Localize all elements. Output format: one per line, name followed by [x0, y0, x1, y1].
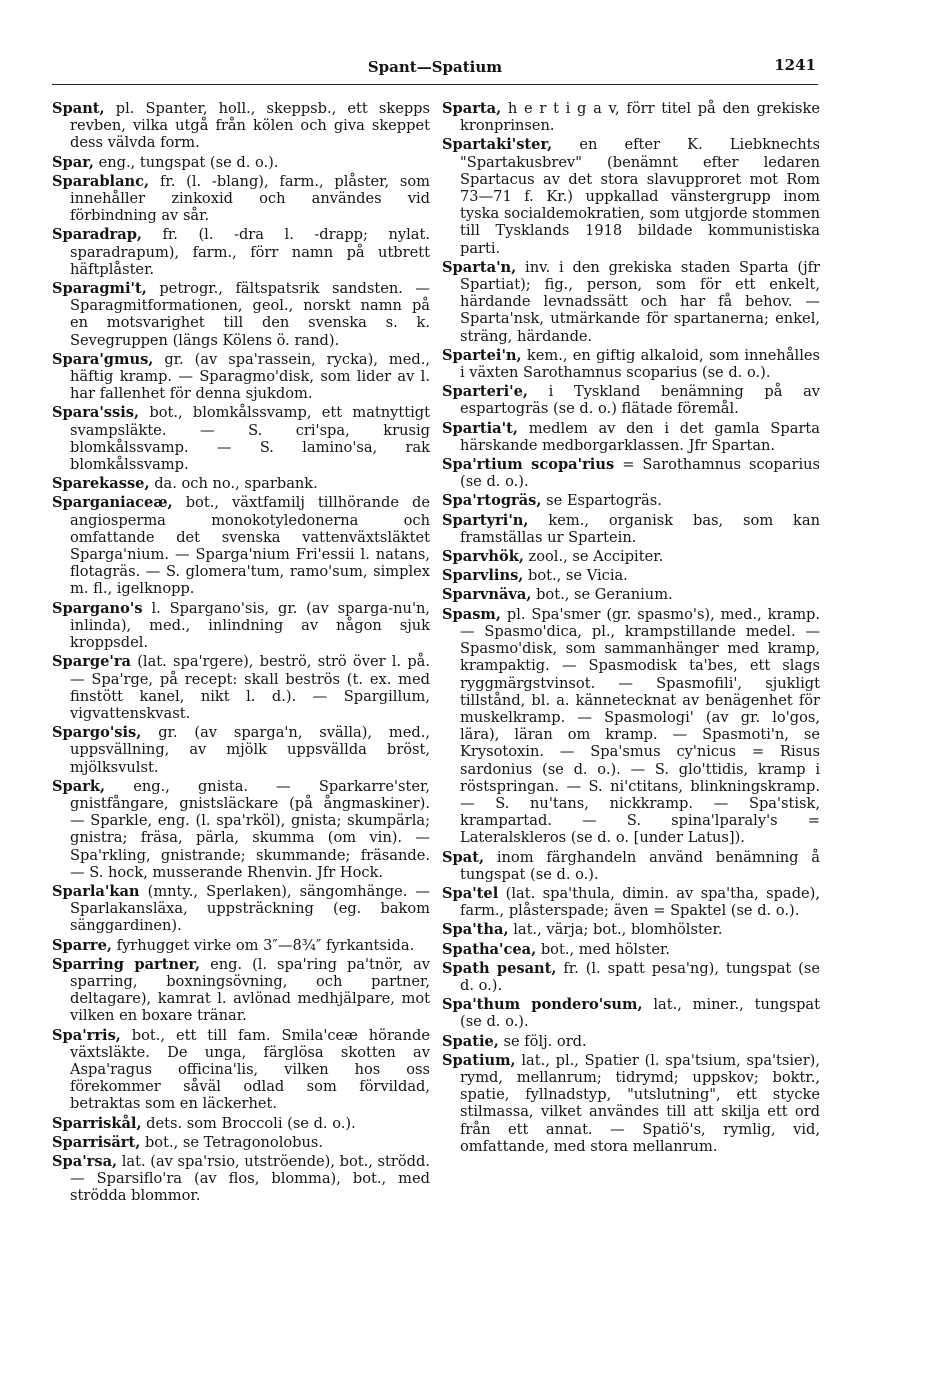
- dictionary-entry: [52, 1027, 430, 1113]
- entry-headword: Spasm,: [442, 605, 501, 623]
- entry-definition: fr. (l. spatt pesa'ng), tungspat (se d. o.).: [460, 959, 821, 994]
- entry-headword: Sparriskål,: [52, 1114, 142, 1132]
- dictionary-entry: [442, 100, 820, 134]
- entry-headword: Sparadrap,: [52, 226, 142, 244]
- entry-definition: bot., se Geranium.: [536, 586, 673, 604]
- entry-headword: Sparvlins,: [442, 567, 524, 585]
- entry-headword: Sparta,: [442, 100, 502, 117]
- dictionary-entry: [442, 383, 820, 417]
- entry-definition: lat., pl., Spatier (l. spa'tsium, spa'tsier), rymd, mellanrum; tidrymd; uppskov; boktr., spatie, fyllnadstyp, "utslutning", ett stycke stilmassa, vilket användes till att skilja ett ord från ett annat. — Spatiö's, rymlig, vid, omfattande, med stora mellanrum.: [460, 1051, 820, 1155]
- entry-definition: da. och no., sparbank.: [154, 475, 318, 493]
- entry-definition: bot., växtfamilj tillhörande de angiosperma monokotyledonerna och omfattande det svenska vattenväxtsläktet Sparga'nium. — Sparga'nium Fri'essii l. natans, flotagräs. — S. glomera'tum, ramo'sum, simplex m. fl., igelknopp.: [70, 494, 430, 598]
- entry-definition: i Tyskland benämning på av espartogräs (se d. o.) flätade föremål.: [460, 383, 821, 418]
- dictionary-entry: [52, 937, 430, 954]
- entry-definition: gr. (av spa'rassein, rycka), med., häftig kramp. — Sparagmo'disk, som lider av l. har fallenhet för denna sjukdom.: [70, 350, 430, 403]
- entry-definition: lat., värja; bot., blomhölster.: [513, 921, 723, 939]
- dictionary-entry: [52, 154, 430, 171]
- entry-headword: Spatie,: [442, 1032, 499, 1050]
- dictionary-entry: [52, 1134, 430, 1151]
- entry-headword: Spa'tha,: [442, 921, 509, 939]
- right-column: [442, 100, 820, 1157]
- entry-definition: = Sarothamnus scoparius (se d. o.).: [460, 456, 820, 491]
- entry-headword: Sparteri'e,: [442, 383, 528, 401]
- entry-definition: se Espartogräs.: [546, 492, 662, 510]
- entry-headword: Spartei'n,: [442, 346, 522, 364]
- entry-headword: Spara'gmus,: [52, 350, 154, 368]
- entry-definition: eng., tungspat (se d. o.).: [98, 153, 279, 171]
- entry-headword: Sparvhök,: [442, 548, 524, 566]
- entry-headword: Sparvnäva,: [442, 586, 532, 604]
- dictionary-entry: [52, 100, 430, 152]
- entry-definition: gr. (av sparga'n, svälla), med., uppsvällning, av mjölk uppsvällda bröst, mjölksvulst.: [70, 724, 431, 776]
- dictionary-entry: [442, 586, 820, 603]
- dictionary-entry: [442, 420, 820, 454]
- entry-headword: Sparla'kan: [52, 882, 140, 900]
- entry-headword: Spargano's: [52, 599, 143, 617]
- entry-definition: lat. (av spa'rsio, utströende), bot., strödd. — Sparsiflo'ra (av flos, blomma), bot., med strödda blommor.: [70, 1152, 430, 1205]
- entry-definition: l. Spargano'sis, gr. (av sparga-nu'n, inlinda), med., inlindning av någon sjuk kroppsdel.: [70, 599, 430, 652]
- dictionary-entry: [52, 956, 430, 1025]
- dictionary-entry: [52, 1153, 430, 1205]
- entry-definition: lat., miner., tungspat (se d. o.).: [460, 996, 820, 1031]
- entry-headword: Spath pesant,: [442, 959, 557, 977]
- entry-definition: bot., se Tetragonolobus.: [144, 1133, 324, 1151]
- entry-headword: Spa'rtogräs,: [442, 492, 542, 510]
- dictionary-entry: [442, 259, 820, 345]
- dictionary-entry: [442, 136, 820, 256]
- dictionary-entry: [442, 606, 820, 847]
- entry-headword: Sparagmi't,: [52, 280, 147, 298]
- dictionary-entry: [52, 494, 430, 597]
- dictionary-entry: [52, 778, 430, 881]
- entry-definition: inom färghandeln använd benämning å tungspat (se d. o.).: [460, 848, 821, 883]
- entry-headword: Spant,: [52, 100, 105, 117]
- dictionary-entry: [52, 724, 430, 776]
- dictionary-entry: [442, 941, 820, 958]
- dictionary-entry: [442, 1033, 820, 1050]
- dictionary-entry: [52, 1115, 430, 1132]
- dictionary-entry: [442, 512, 820, 546]
- dictionary-entry: [442, 885, 820, 919]
- running-head: Spant—Spatium: [367, 58, 503, 76]
- dictionary-entry: [442, 347, 820, 381]
- entry-headword: Spartia't,: [442, 419, 518, 437]
- entry-headword: Spartyri'n,: [442, 511, 529, 529]
- entry-definition: dets. som Broccoli (se d. o.).: [146, 1114, 356, 1132]
- entry-headword: Spartaki'ster,: [442, 136, 553, 154]
- entry-definition: se följ. ord.: [503, 1032, 587, 1050]
- entry-headword: Sparekasse,: [52, 475, 150, 493]
- entry-definition: en efter K. Liebknechts "Spartakusbrev" (benämnt efter ledaren Spartacus av det stora slavupproret mot Rom 73—71 f. Kr.) uppkallad vänstergrupp inom tyska socialdemokratien, som utgjorde stommen till Tysklands 1918 bildade kommunistiska parti.: [460, 136, 821, 257]
- dictionary-entry: [52, 226, 430, 278]
- entry-headword: Spa'tel: [442, 884, 499, 902]
- dictionary-entry: [442, 456, 820, 490]
- dictionary-entry: [442, 960, 820, 994]
- entry-definition: (lat. spa'rgere), beströ, strö över l. på. — Spa'rge, på recept: skall beströs (t. ex. med finstött kanel, nikt l. d.). — Spargillum, vigvattenskvast.: [70, 653, 430, 722]
- entry-headword: Sparring partner,: [52, 955, 201, 973]
- entry-headword: Spa'rsa,: [52, 1152, 118, 1170]
- entry-definition: eng. (l. spa'ring pa'tnör, av sparring, boxningsövning, och partner, deltagare), kamrat l. avlönad medhjälpare, mot vilken en boxare tränar.: [70, 955, 431, 1025]
- entry-headword: Spa'rris,: [52, 1026, 121, 1044]
- entry-definition: fr. (l. -blang), farm., plåster, som innehåller zinkoxid och användes vid förbindning av sår.: [70, 172, 431, 225]
- entry-headword: Spatha'cea,: [442, 940, 537, 958]
- dictionary-entry: [52, 475, 430, 492]
- entry-definition: bot., blomkålssvamp, ett matnyttigt svampsläkte. — S. cri'spa, krusig blomkålssvamp. — S. lamino'sa, rak blomkålssvamp.: [70, 404, 431, 474]
- entry-definition: fr. (l. -dra l. -drapp; nylat. sparadrapum), farm., förr namn på utbrett häftplåster.: [70, 226, 430, 278]
- entry-headword: Sparge'ra: [52, 653, 131, 671]
- dictionary-entry: [52, 351, 430, 403]
- entry-definition: bot., med hölster.: [540, 940, 671, 958]
- left-column: [52, 100, 430, 1207]
- dictionary-entry: [442, 921, 820, 938]
- dictionary-entry: [52, 883, 430, 935]
- entry-definition: bot., se Vicia.: [528, 567, 628, 585]
- entry-headword: Spa'rtium scopa'rius: [442, 456, 615, 474]
- dictionary-entry: [52, 653, 430, 722]
- dictionary-entry: [52, 280, 430, 349]
- dictionary-entry: [442, 567, 820, 584]
- entry-headword: Spargo'sis,: [52, 724, 142, 742]
- entry-definition: eng., gnista. — Sparkarre'ster, gnistfångare, gnistsläckare (på ångmaskiner). — Sparkle, eng. (l. spa'rköl), gnista; skumpärla; gnistra; fräsa, pärla, skumma (om vin). — Spa'rkling, gnistrande; skummande; fräsande. — S. hock, musserande Rhenvin. Jfr Hock.: [70, 777, 431, 881]
- entry-definition: zool., se Accipiter.: [528, 548, 664, 566]
- dictionary-entry: [442, 996, 820, 1030]
- dictionary-entry: [442, 1052, 820, 1155]
- dictionary-entry: [52, 600, 430, 652]
- entry-headword: Spatium,: [442, 1051, 516, 1069]
- dictionary-entry: [442, 849, 820, 883]
- entry-headword: Sparta'n,: [442, 258, 517, 276]
- entry-definition: (lat. spa'thula, dimin. av spa'tha, spade), farm., plåsterspade; även = Spaktel (se d. o.).: [460, 884, 821, 920]
- entry-headword: Spat,: [442, 848, 485, 866]
- entry-headword: Spara'ssis,: [52, 404, 140, 422]
- entry-definition: kem., en giftig alkaloid, som innehålles i växten Sarothamnus scoparius (se d. o.).: [460, 346, 820, 382]
- entry-definition: kem., organisk bas, som kan framställas ur Spartein.: [460, 511, 820, 546]
- dictionary-entry: [52, 404, 430, 473]
- dictionary-entry: [442, 548, 820, 565]
- entry-definition: bot., ett till fam. Smila'ceæ hörande växtsläkte. De unga, färglösa skotten av Aspa'ragus officina'lis, vilken hos oss förekommer såväl odlad som förvildad, betraktas som en läckerhet.: [70, 1026, 431, 1113]
- entry-headword: Sparrisärt,: [52, 1133, 141, 1151]
- entry-definition: pl. Spa'smer (gr. spasmo's), med., kramp. — Spasmo'dica, pl., krampstillande medel. — Spasmo'disk, som sammanhänger med kramp, krampaktig. — Spasmodisk ta'bes, ett slags ryggmärgstvinsot. — Spasmofili', sjukligt tillstånd, bl. a. kännetecknat av benägenhet för muskelkramp. — Spasmologi' (av gr. lo'gos, lära), läran om kramp. — Spasmoti'n, se Krysotoxin. — Spa'smus cy'nicus = Risus sardonius (se d. o.). — S. glo'ttidis, kramp i röstspringan. — S. ni'ctitans, blinkningskramp. — S. nu'tans, nickkramp. — Spa'stisk, krampartad. — S. spina'lparaly's = Lateralskleros (se d. o. [under Latus]).: [460, 605, 821, 847]
- entry-definition: (mnty., Sperlaken), sängomhänge. — Sparlakansläxa, uppsträckning (eg. bakom sänggardinen).: [70, 882, 431, 935]
- page-number: 1241: [774, 56, 816, 74]
- entry-headword: Spark,: [52, 777, 106, 795]
- entry-definition: petrogr., fältspatsrik sandsten. — Sparagmitformationen, geol., norskt namn på en motsvarighet till den svenska s. k. Sevegruppen (längs Kölens ö. rand).: [70, 280, 431, 349]
- entry-definition: h e r t i g a v, förr titel på den grekiske kronprinsen.: [460, 100, 821, 135]
- dictionary-entry: [52, 173, 430, 225]
- entry-definition: pl. Spanter, holl., skeppsb., ett skepps revben, vilka utgå från kölen och giva skeppet dess välvda form.: [70, 100, 430, 152]
- entry-headword: Sparablanc,: [52, 172, 150, 190]
- header-rule: [52, 84, 818, 85]
- entry-definition: inv. i den grekiska staden Sparta (jfr Spartiat); fig., person, som för ett enkelt, härdande levnadssätt och har få behov. — Sparta'nsk, utmärkande för spartanerna; enkel, sträng, härdande.: [460, 258, 820, 345]
- entry-headword: Spar,: [52, 153, 94, 171]
- entry-headword: Sparre,: [52, 936, 112, 954]
- entry-definition: fyrhugget virke om 3″—8¾″ fyrkantsida.: [116, 936, 415, 954]
- dictionary-entry: [442, 492, 820, 509]
- entry-definition: medlem av den i det gamla Sparta härskande medborgarklassen. Jfr Spartan.: [460, 419, 820, 454]
- entry-headword: Spa'thum pondero'sum,: [442, 996, 643, 1014]
- entry-headword: Sparganiaceæ,: [52, 494, 173, 512]
